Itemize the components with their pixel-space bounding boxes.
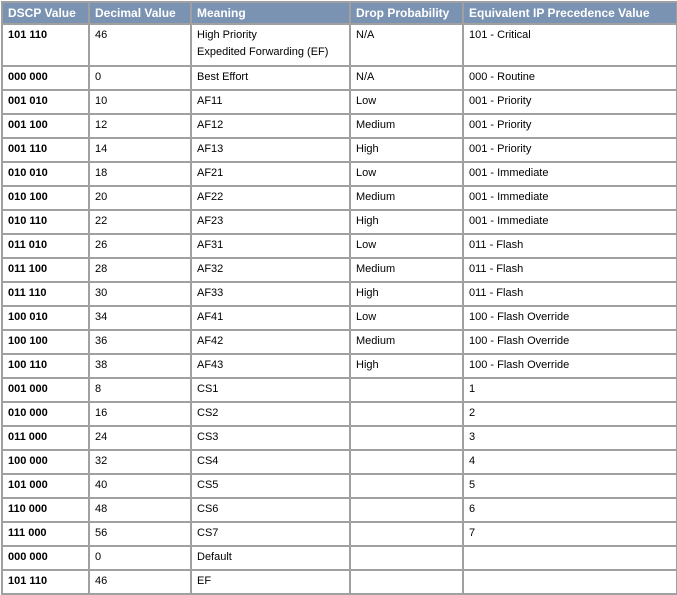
cell-meaning: AF23 [191, 210, 350, 234]
cell-dscp: 000 000 [2, 66, 89, 90]
cell-precedence: 100 - Flash Override [463, 330, 677, 354]
cell-decimal: 16 [89, 402, 191, 426]
header-meaning: Meaning [191, 2, 350, 24]
table-row [2, 138, 677, 162]
cell-decimal: 30 [89, 282, 191, 306]
cell-meaning: AF31 [191, 234, 350, 258]
cell-precedence [463, 570, 677, 594]
cell-precedence: 001 - Immediate [463, 210, 677, 234]
dscp-table [1, 1, 677, 595]
cell-drop: Low [350, 162, 463, 186]
cell-dscp: 100 100 [2, 330, 89, 354]
cell-decimal: 28 [89, 258, 191, 282]
cell-drop [350, 522, 463, 546]
cell-drop [350, 570, 463, 594]
cell-decimal: 22 [89, 210, 191, 234]
table-row [2, 330, 677, 354]
cell-decimal: 46 [89, 570, 191, 594]
meaning-line: Expedited Forwarding (EF) [197, 46, 329, 58]
table-row [2, 426, 677, 450]
cell-meaning: AF12 [191, 114, 350, 138]
table-row [2, 258, 677, 282]
cell-dscp: 011 110 [2, 282, 89, 306]
cell-meaning: AF11 [191, 90, 350, 114]
cell-drop: Low [350, 234, 463, 258]
cell-dscp: 111 000 [2, 522, 89, 546]
cell-meaning: AF33 [191, 282, 350, 306]
cell-drop: High [350, 138, 463, 162]
cell-drop [350, 450, 463, 474]
header-decimal-value: Decimal Value [89, 2, 191, 24]
cell-drop [350, 498, 463, 522]
cell-dscp: 100 000 [2, 450, 89, 474]
cell-meaning: CS2 [191, 402, 350, 426]
cell-meaning: AF43 [191, 354, 350, 378]
cell-meaning: AF41 [191, 306, 350, 330]
cell-drop: N/A [350, 24, 463, 66]
table-row [2, 186, 677, 210]
cell-meaning [191, 24, 350, 66]
cell-meaning: EF [191, 570, 350, 594]
cell-decimal: 26 [89, 234, 191, 258]
cell-decimal: 32 [89, 450, 191, 474]
table-row [2, 378, 677, 402]
cell-dscp: 010 110 [2, 210, 89, 234]
cell-decimal: 14 [89, 138, 191, 162]
header-row [2, 2, 677, 24]
cell-drop [350, 402, 463, 426]
cell-dscp: 011 010 [2, 234, 89, 258]
cell-drop: Low [350, 306, 463, 330]
cell-precedence: 011 - Flash [463, 234, 677, 258]
cell-decimal: 8 [89, 378, 191, 402]
cell-decimal: 24 [89, 426, 191, 450]
table-row [2, 90, 677, 114]
cell-dscp: 001 010 [2, 90, 89, 114]
table-row [2, 210, 677, 234]
cell-drop: High [350, 282, 463, 306]
cell-decimal: 0 [89, 546, 191, 570]
cell-meaning: AF42 [191, 330, 350, 354]
cell-dscp: 010 100 [2, 186, 89, 210]
table-row [2, 114, 677, 138]
cell-precedence: 3 [463, 426, 677, 450]
cell-precedence: 001 - Priority [463, 90, 677, 114]
cell-dscp: 011 000 [2, 426, 89, 450]
cell-decimal: 48 [89, 498, 191, 522]
cell-dscp: 010 000 [2, 402, 89, 426]
cell-precedence: 000 - Routine [463, 66, 677, 90]
cell-dscp: 001 100 [2, 114, 89, 138]
cell-precedence: 011 - Flash [463, 282, 677, 306]
cell-drop: Medium [350, 258, 463, 282]
cell-precedence: 2 [463, 402, 677, 426]
cell-meaning: CS5 [191, 474, 350, 498]
cell-meaning: CS7 [191, 522, 350, 546]
cell-decimal: 10 [89, 90, 191, 114]
cell-meaning: CS6 [191, 498, 350, 522]
cell-precedence: 100 - Flash Override [463, 306, 677, 330]
table-row [2, 66, 677, 90]
cell-precedence: 001 - Priority [463, 138, 677, 162]
table-body [2, 24, 677, 594]
cell-dscp: 100 010 [2, 306, 89, 330]
cell-drop: N/A [350, 66, 463, 90]
cell-dscp: 101 110 [2, 24, 89, 66]
header-dscp-value: DSCP Value [2, 2, 89, 24]
table-row [2, 522, 677, 546]
cell-dscp: 001 110 [2, 138, 89, 162]
cell-precedence: 001 - Immediate [463, 186, 677, 210]
table-row [2, 306, 677, 330]
cell-meaning: Default [191, 546, 350, 570]
cell-decimal: 56 [89, 522, 191, 546]
cell-precedence: 1 [463, 378, 677, 402]
cell-decimal: 36 [89, 330, 191, 354]
table-row [2, 570, 677, 594]
cell-dscp: 101 110 [2, 570, 89, 594]
cell-precedence: 7 [463, 522, 677, 546]
cell-drop [350, 378, 463, 402]
cell-drop: High [350, 354, 463, 378]
table-row [2, 24, 677, 66]
header-drop-probability: Drop Probability [350, 2, 463, 24]
cell-precedence: 101 - Critical [463, 24, 677, 66]
meaning-line: High Priority [197, 29, 257, 41]
cell-drop [350, 474, 463, 498]
cell-meaning: CS3 [191, 426, 350, 450]
cell-decimal: 34 [89, 306, 191, 330]
cell-meaning: AF13 [191, 138, 350, 162]
cell-dscp: 100 110 [2, 354, 89, 378]
cell-drop: Low [350, 90, 463, 114]
cell-precedence: 4 [463, 450, 677, 474]
cell-meaning: CS1 [191, 378, 350, 402]
cell-decimal: 40 [89, 474, 191, 498]
cell-precedence: 100 - Flash Override [463, 354, 677, 378]
cell-drop [350, 426, 463, 450]
cell-decimal: 46 [89, 24, 191, 66]
cell-dscp: 010 010 [2, 162, 89, 186]
cell-precedence: 5 [463, 474, 677, 498]
cell-precedence: 6 [463, 498, 677, 522]
cell-meaning: AF32 [191, 258, 350, 282]
cell-drop: Medium [350, 330, 463, 354]
cell-precedence: 001 - Immediate [463, 162, 677, 186]
table-row [2, 162, 677, 186]
cell-meaning: AF22 [191, 186, 350, 210]
cell-drop: High [350, 210, 463, 234]
cell-dscp: 101 000 [2, 474, 89, 498]
cell-dscp: 001 000 [2, 378, 89, 402]
cell-decimal: 18 [89, 162, 191, 186]
table-header [2, 2, 677, 24]
cell-dscp: 011 100 [2, 258, 89, 282]
table-row [2, 474, 677, 498]
cell-precedence [463, 546, 677, 570]
table-row [2, 546, 677, 570]
table-row [2, 450, 677, 474]
table-row [2, 498, 677, 522]
cell-meaning: CS4 [191, 450, 350, 474]
cell-decimal: 20 [89, 186, 191, 210]
cell-decimal: 12 [89, 114, 191, 138]
cell-drop: Medium [350, 114, 463, 138]
cell-drop: Medium [350, 186, 463, 210]
cell-decimal: 0 [89, 66, 191, 90]
cell-decimal: 38 [89, 354, 191, 378]
table-row [2, 234, 677, 258]
cell-precedence: 011 - Flash [463, 258, 677, 282]
cell-dscp: 110 000 [2, 498, 89, 522]
header-ip-precedence: Equivalent IP Precedence Value [463, 2, 677, 24]
table-row [2, 282, 677, 306]
cell-dscp: 000 000 [2, 546, 89, 570]
cell-meaning: Best Effort [191, 66, 350, 90]
cell-drop [350, 546, 463, 570]
table-row [2, 354, 677, 378]
cell-precedence: 001 - Priority [463, 114, 677, 138]
cell-meaning: AF21 [191, 162, 350, 186]
table-row [2, 402, 677, 426]
